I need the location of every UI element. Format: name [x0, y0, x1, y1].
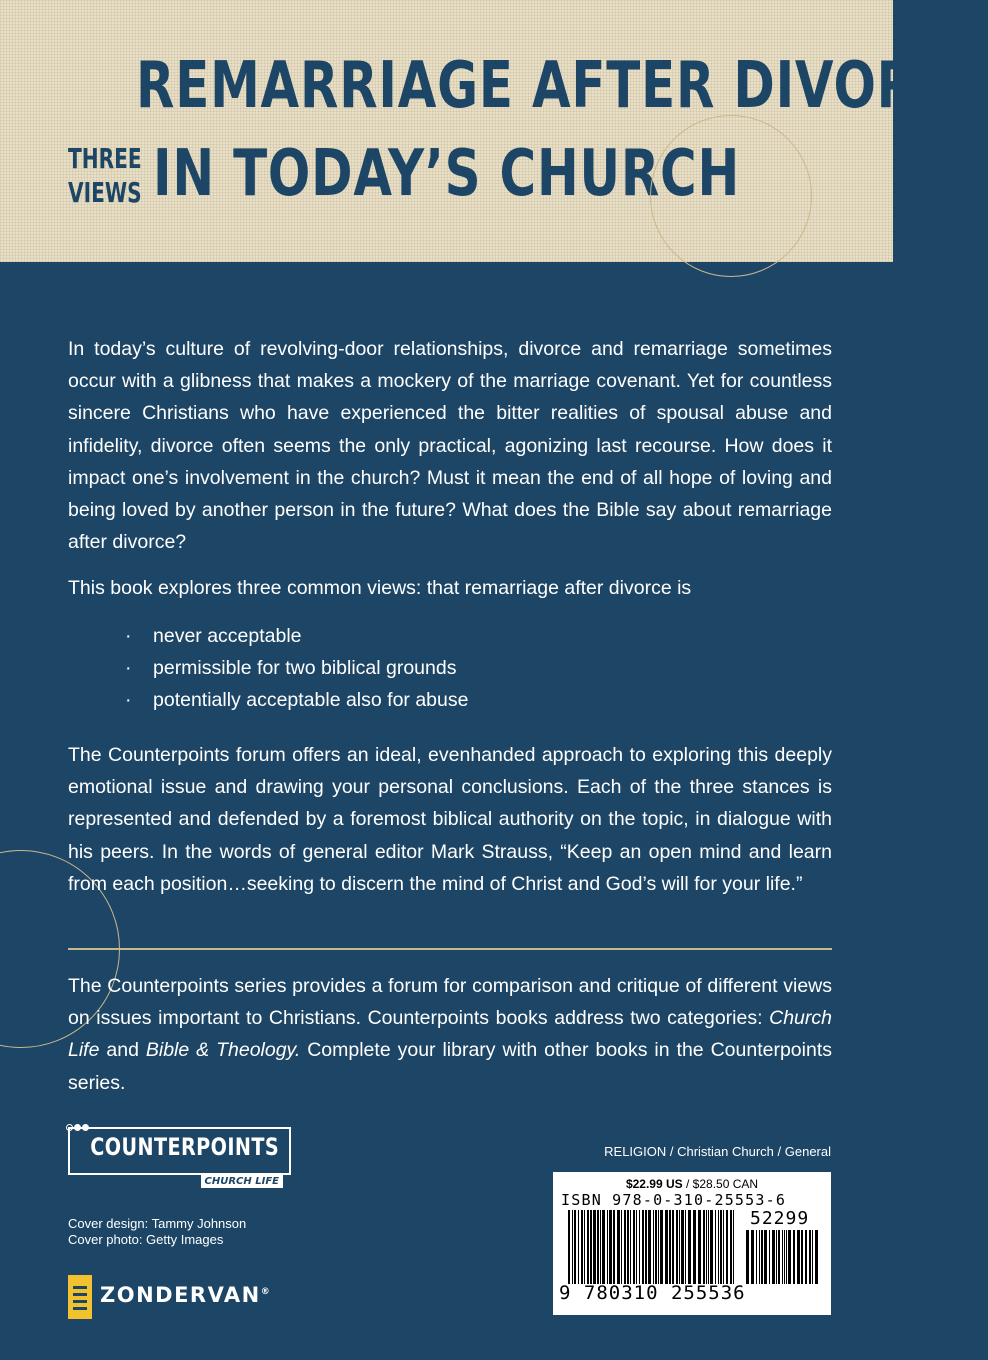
barcode-bar — [693, 1210, 696, 1284]
barcode-bar — [581, 1210, 583, 1284]
barcode-bar — [685, 1210, 686, 1284]
zondervan-logo — [68, 1275, 318, 1319]
barcode-bar — [815, 1230, 818, 1284]
barcode-bar — [607, 1210, 608, 1284]
barcode-bar — [756, 1230, 757, 1284]
counterpoints-logo — [68, 1119, 289, 1189]
barcode-bar — [688, 1210, 691, 1284]
barcode-bar — [572, 1210, 573, 1284]
barcode-bar — [645, 1210, 647, 1284]
title-line-2: IN TODAY’S CHURCH — [153, 137, 741, 211]
barcode-bar — [602, 1210, 605, 1284]
church-life-emphasis: Church Life — [68, 1007, 832, 1062]
price-us: $22.99 US — [625, 1177, 683, 1191]
barcode-bar — [672, 1210, 674, 1284]
barcode-bar — [653, 1210, 654, 1284]
divider — [68, 948, 832, 950]
barcode-bar — [648, 1210, 651, 1284]
three-views-label — [68, 142, 142, 210]
three-label: THREE — [68, 142, 142, 175]
barcode-bar — [568, 1210, 570, 1284]
views-label: VIEWS — [68, 176, 142, 209]
barcode-bar — [600, 1210, 601, 1284]
barcode-bar — [621, 1210, 622, 1284]
views-intro-paragraph: This book explores three common views: that remarriage after divorce is — [68, 577, 692, 599]
barcode-bar — [726, 1210, 728, 1284]
barcode-bar — [782, 1230, 783, 1284]
counterpoints-wordmark: COUNTERPOINTS — [90, 1133, 280, 1161]
intro-paragraph: In today’s culture of revolving-door relationships, divorce and remarriage sometimes occur with a glibness that makes a mockery of the marriage covenant. Yet for countless sincere Christians who have experienced the bitter realities of spousal abuse and infidelity, divorce often seems the only practical, agonizing last recourse. How does it impact one’s involvement in the church? Must it mean the end of all hope of loving and being loved by another person in the future? What does the Bible say about remarriage after divorce? — [68, 338, 832, 554]
barcode-bar — [660, 1210, 663, 1284]
price-can: / $28.50 CAN — [682, 1177, 759, 1191]
price-label — [553, 1177, 831, 1191]
barcode-bar — [706, 1210, 707, 1284]
barcode-bar — [658, 1210, 659, 1284]
cover-credits — [68, 1216, 246, 1248]
barcode-bar — [636, 1210, 637, 1284]
zondervan-mark-icon — [68, 1275, 92, 1319]
barcode-bar — [769, 1230, 770, 1284]
barcode-bar — [793, 1230, 795, 1284]
barcode-bar — [578, 1210, 579, 1284]
list-item: · potentially acceptable also for abuse — [125, 684, 468, 716]
barcode-bar — [669, 1210, 671, 1284]
barcode-bar — [597, 1210, 599, 1284]
barcode-bar — [633, 1210, 635, 1284]
barcode-bar — [630, 1210, 631, 1284]
barcode-bar — [786, 1230, 787, 1284]
barcode-bar — [681, 1210, 684, 1284]
barcode-bar — [751, 1230, 754, 1284]
barcode-bar — [805, 1230, 807, 1284]
isbn-text: ISBN 978-0-310-25553-6 — [561, 1191, 787, 1209]
barcode-bar — [627, 1210, 629, 1284]
barcode-bar — [639, 1210, 640, 1284]
barcode-bar — [733, 1210, 734, 1284]
ean-digits: 9 780310 255536 — [559, 1282, 746, 1304]
barcode-bar — [624, 1210, 626, 1284]
barcode-bar — [764, 1230, 767, 1284]
barcode-bar — [809, 1230, 811, 1284]
zondervan-wordmark: ZONDERVAN — [100, 1283, 261, 1307]
counterpoints-forum-paragraph: The Counterpoints forum offers an ideal, evenhanded approach to exploring this deeply emotional issue and drawing your personal conclusions. Each of the three stances is represented and defended by a foremost biblical authority on the topic, in dialogue with his peers. In the words of general editor Mark Strauss, “Keep an open mind and learn from each position…seeking to discern the mind of Christ and God’s will for your life.” — [68, 744, 832, 895]
barcode-bar — [665, 1210, 668, 1284]
barcode-bar — [613, 1210, 615, 1284]
barcode-bar — [587, 1210, 589, 1284]
barcode-bar — [730, 1210, 732, 1284]
barcode-bar — [574, 1210, 576, 1284]
barcode-bar — [679, 1210, 680, 1284]
barcode-bar — [584, 1210, 585, 1284]
barcode-bar — [642, 1210, 644, 1284]
barcode-bar — [812, 1230, 813, 1284]
barcode-bar — [761, 1230, 763, 1284]
barcode-bar — [655, 1210, 657, 1284]
list-item: · permissible for two biblical grounds — [125, 652, 468, 684]
barcode-bar — [710, 1210, 713, 1284]
barcode-bar — [723, 1210, 724, 1284]
decorative-circle-top — [650, 115, 812, 277]
barcode-panel — [553, 1172, 831, 1315]
title-line-1: REMARRIAGE AFTER DIVORCE — [136, 49, 988, 123]
barcode-bar — [778, 1230, 780, 1284]
barcode-bar — [708, 1210, 709, 1284]
series-paragraph: The Counterpoints series provides a forum for comparison and critique of different views on issues important to Christians. Counterpoints books address two categories: Church Life and Bible & Theology. Complete your library with other books in the Counterpoints series. — [68, 975, 832, 1094]
ean-barcode — [568, 1210, 738, 1284]
church-life-tag: CHURCH LIFE — [201, 1175, 283, 1188]
cover-design-credit: Cover design: Tammy Johnson — [68, 1216, 247, 1231]
barcode-bar — [718, 1210, 719, 1284]
list-item: · never acceptable — [125, 620, 468, 652]
bible-theology-emphasis: Bible & Theology. — [145, 1039, 301, 1062]
barcode-bar — [772, 1230, 775, 1284]
barcode-bar — [590, 1210, 592, 1284]
barcode-bar — [797, 1230, 800, 1284]
barcode-bar — [609, 1210, 612, 1284]
barcode-bar — [746, 1230, 749, 1284]
views-list — [125, 620, 468, 716]
barcode-bar — [788, 1230, 791, 1284]
barcode-bar — [801, 1230, 803, 1284]
barcode-bar — [698, 1210, 701, 1284]
barcode-bar — [593, 1210, 596, 1284]
barcode-bar — [784, 1230, 785, 1284]
barcode-bar — [703, 1210, 705, 1284]
cover-photo-credit: Cover photo: Getty Images — [68, 1232, 224, 1247]
barcode-bar — [776, 1230, 777, 1284]
barcode-bar — [676, 1210, 678, 1284]
addon-barcode — [746, 1230, 818, 1284]
barcode-bar — [715, 1210, 716, 1284]
barcode-bar — [759, 1230, 760, 1284]
bisac-category: RELIGION / Christian Church / General — [604, 1144, 831, 1159]
addon-digits: 52299 — [750, 1208, 810, 1229]
registered-mark: ® — [260, 1287, 272, 1297]
barcode-bar — [617, 1210, 620, 1284]
barcode-bar — [720, 1210, 722, 1284]
